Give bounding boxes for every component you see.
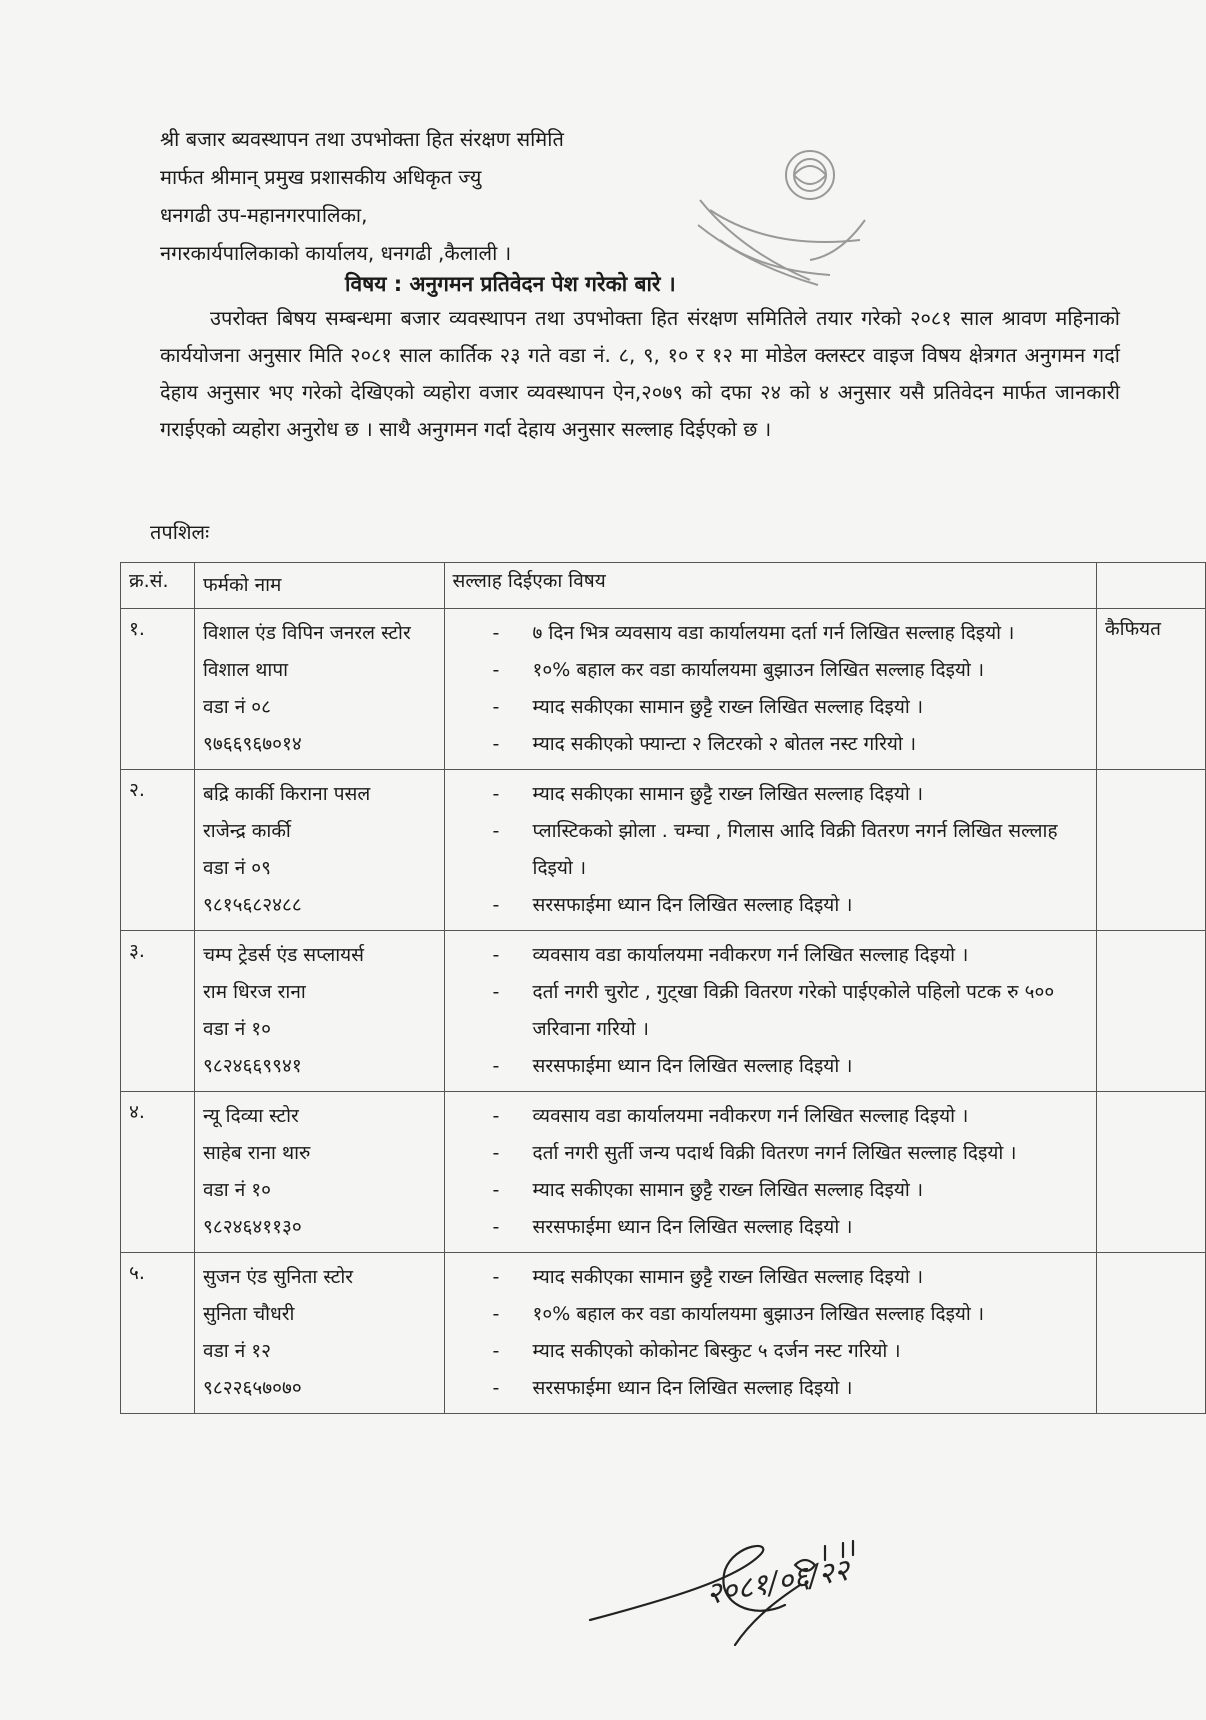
header-advice: सल्लाह दिईएका विषय	[444, 563, 1096, 609]
ward-number: वडा नं ०९	[203, 857, 272, 879]
phone-number: ९८२४६४११३०	[203, 1216, 302, 1238]
table-row	[121, 1253, 1206, 1414]
advice-item: - दर्ता नगरी सुर्ती जन्य पदार्थ विक्री वितरण नगर्न लिखित सल्लाह दिइयो ।	[493, 1135, 1088, 1172]
advice-list	[453, 776, 1088, 924]
address-line-4: नगरकार्यपालिकाको कार्यालय, धनगढी ,कैलाली ।	[160, 241, 512, 265]
proprietor-name: साहेब राना थारु	[203, 1142, 311, 1164]
advice-item: - दर्ता नगरी चुरोट , गुट्खा विक्री वितरण गरेको पाईएकोले पहिलो पटक रु ५०० जरिवाना गरियो ।	[493, 974, 1088, 1048]
ward-number: वडा नं १०	[203, 1018, 272, 1040]
phone-number: ९८२४६६९९४१	[203, 1055, 302, 1077]
firm-cell	[195, 1253, 445, 1414]
monitoring-table	[120, 562, 1206, 1414]
advice-item: - ७ दिन भित्र व्यवसाय वडा कार्यालयमा दर्ता गर्न लिखित सल्लाह दिइयो ।	[493, 615, 1088, 652]
serial-cell: ४.	[121, 1092, 195, 1253]
firm-cell	[195, 931, 445, 1092]
advice-cell	[444, 770, 1096, 931]
advice-item: - म्याद सकीएका सामान छुट्टै राख्न लिखित सल्लाह दिइयो ।	[493, 1259, 1088, 1296]
advice-item: - सरसफाईमा ध्यान दिन लिखित सल्लाह दिइयो ।	[493, 887, 1088, 924]
remarks-cell	[1096, 609, 1205, 770]
advice-list	[453, 937, 1088, 1085]
remarks-cell	[1096, 1253, 1205, 1414]
firm-cell	[195, 1092, 445, 1253]
advice-item: - म्याद सकीएका सामान छुट्टै राख्न लिखित सल्लाह दिइयो ।	[493, 689, 1088, 726]
advice-item: - म्याद सकीएको कोकोनट बिस्कुट ५ दर्जन नस्ट गरियो ।	[493, 1333, 1088, 1370]
advice-cell	[444, 1253, 1096, 1414]
address-line-3: धनगढी उप-महानगरपालिका,	[160, 203, 368, 227]
advice-item: - सरसफाईमा ध्यान दिन लिखित सल्लाह दिइयो ।	[493, 1209, 1088, 1246]
proprietor-name: राम धिरज राना	[203, 981, 306, 1003]
advice-item: - म्याद सकीएको फ्यान्टा २ लिटरको २ बोतल नस्ट गरियो ।	[493, 726, 1088, 763]
advice-cell	[444, 609, 1096, 770]
signature-date: २०८१/०६/२२	[703, 1552, 853, 1613]
phone-number: ९८१५६८२४८८	[203, 894, 302, 916]
advice-item: - सरसफाईमा ध्यान दिन लिखित सल्लाह दिइयो ।	[493, 1370, 1088, 1407]
firm-name: बद्रि कार्की किराना पसल	[203, 783, 371, 805]
table-row	[121, 931, 1206, 1092]
details-label: तपशिलः	[150, 520, 210, 544]
advice-list	[453, 1098, 1088, 1246]
proprietor-name: राजेन्द्र कार्की	[203, 820, 291, 842]
table-row	[121, 770, 1206, 931]
advice-item: - म्याद सकीएका सामान छुट्टै राख्न लिखित सल्लाह दिइयो ।	[493, 1172, 1088, 1209]
address-line-2: मार्फत श्रीमान् प्रमुख प्रशासकीय अधिकृत ज्यु	[160, 165, 482, 189]
serial-cell: ५.	[121, 1253, 195, 1414]
firm-name: चम्प ट्रेडर्स एंड सप्लायर्स	[203, 944, 365, 966]
proprietor-name: विशाल थापा	[203, 659, 289, 681]
table-body	[121, 609, 1206, 1414]
phone-number: ९७६६९६७०१४	[203, 733, 302, 755]
letter-body-text: उपरोक्त बिषय सम्बन्धमा बजार व्यवस्थापन तथा उपभोक्ता हित संरक्षण समितिले तयार गरेको २०८१ साल श्रावण महिनाको कार्ययोजना अनुसार मिति २०८१ साल कार्तिक २३ गते वडा नं. ८, ९, १० र १२ मा मोडेल क्लस्टर वाइज विषय क्षेत्रगत अनुगमन गर्दा देहाय अनुसार भए गरेको देखिएको व्यहोरा वजार व्यवस्थापन ऐन,२०७९ को दफा २४ को ४ अनुसार यसै प्रतिवेदन मार्फत जानकारी गराईएको व्यहोरा अनुरोध छ । साथै अनुगमन गर्दा देहाय अनुसार सल्लाह दिईएको छ ।	[160, 306, 1120, 441]
firm-cell	[195, 609, 445, 770]
address-line-1: श्री बजार ब्यवस्थापन तथा उपभोक्ता हित संरक्षण समिति	[160, 127, 564, 151]
header-firm-name: फर्मको नाम	[195, 563, 445, 609]
header-serial: क्र.सं.	[121, 563, 195, 609]
letter-body	[160, 300, 1120, 448]
table-row	[121, 609, 1206, 770]
firm-name: विशाल एंड विपिन जनरल स्टोर	[203, 622, 411, 644]
table-row	[121, 1092, 1206, 1253]
firm-name: सुजन एंड सुनिता स्टोर	[203, 1266, 354, 1288]
remarks-header-text: कैफियत	[1104, 618, 1161, 640]
firm-name: न्यू दिव्या स्टोर	[203, 1105, 299, 1127]
remarks-cell	[1096, 770, 1205, 931]
advice-item: - व्यवसाय वडा कार्यालयमा नवीकरण गर्न लिखित सल्लाह दिइयो ।	[493, 1098, 1088, 1135]
firm-cell	[195, 770, 445, 931]
header-remarks	[1096, 563, 1205, 609]
phone-number: ९८२२६५७०७०	[203, 1377, 302, 1399]
serial-cell: १.	[121, 609, 195, 770]
table-header-row	[121, 563, 1206, 609]
ward-number: वडा नं १२	[203, 1340, 272, 1362]
proprietor-name: सुनिता चौधरी	[203, 1303, 295, 1325]
advice-cell	[444, 1092, 1096, 1253]
advice-item: - १०% बहाल कर वडा कार्यालयमा बुझाउन लिखित सल्लाह दिइयो ।	[493, 652, 1088, 689]
advice-list	[453, 1259, 1088, 1407]
ward-number: वडा नं १०	[203, 1179, 272, 1201]
ward-number: वडा नं ०८	[203, 696, 272, 718]
advice-item: - प्लास्टिकको झोला . चम्चा , गिलास आदि विक्री वितरण नगर्न लिखित सल्लाह दिइयो ।	[493, 813, 1088, 887]
advice-item: - व्यवसाय वडा कार्यालयमा नवीकरण गर्न लिखित सल्लाह दिइयो ।	[493, 937, 1088, 974]
advice-item: - सरसफाईमा ध्यान दिन लिखित सल्लाह दिइयो ।	[493, 1048, 1088, 1085]
serial-cell: २.	[121, 770, 195, 931]
remarks-cell	[1096, 931, 1205, 1092]
office-seal-stamp	[690, 140, 890, 310]
serial-cell: ३.	[121, 931, 195, 1092]
remarks-cell	[1096, 1092, 1205, 1253]
letter-subject: विषय : अनुगमन प्रतिवेदन पेश गरेको बारे ।	[345, 272, 676, 296]
recipient-address	[160, 120, 564, 272]
advice-item: - १०% बहाल कर वडा कार्यालयमा बुझाउन लिखित सल्लाह दिइयो ।	[493, 1296, 1088, 1333]
advice-list	[453, 615, 1088, 763]
advice-cell	[444, 931, 1096, 1092]
advice-item: - म्याद सकीएका सामान छुट्टै राख्न लिखित सल्लाह दिइयो ।	[493, 776, 1088, 813]
